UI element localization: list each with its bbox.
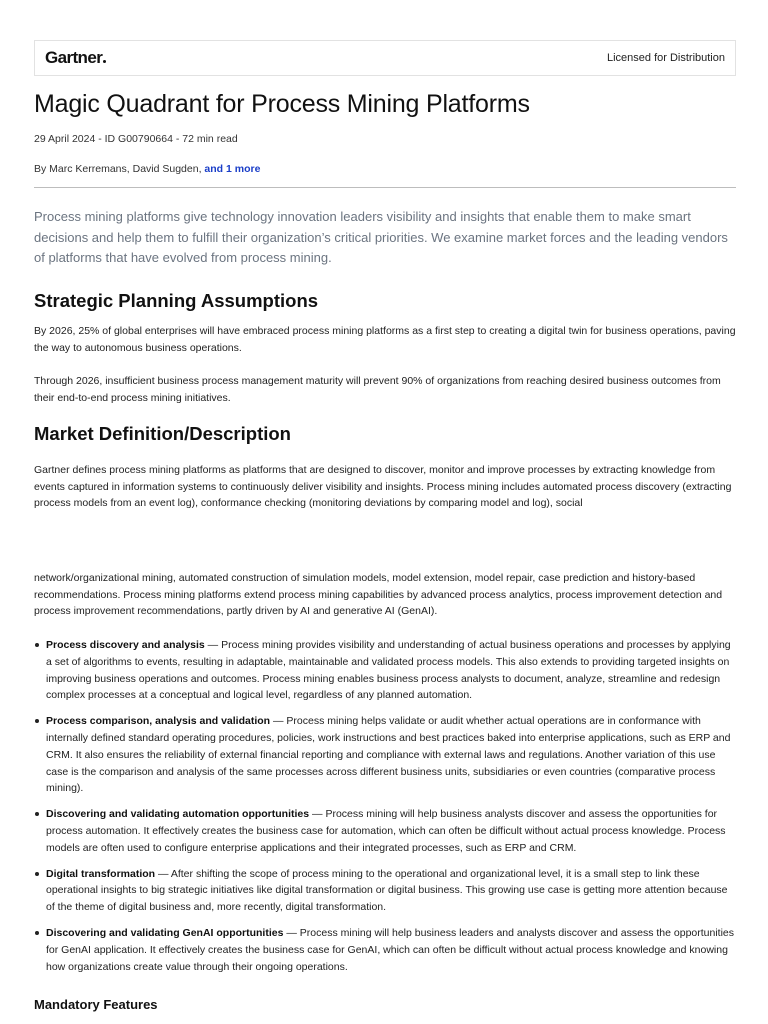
list-item bbox=[34, 713, 736, 797]
header-bar bbox=[34, 40, 736, 76]
heading-market-definition: Market Definition/Description bbox=[34, 423, 291, 444]
more-authors-link[interactable]: and 1 more bbox=[204, 163, 261, 175]
list-item-term: Discovering and validating automation opportunities bbox=[46, 808, 310, 821]
list-item-text: — Process mining helps validate or audit whether actual operations are in conformance with internally defined standard operating procedures, policies, work instructions and best practices baked into enterprise applications, such as ERP and CRM. It also ensures the reliability of external financial reporting and compliance with external laws and regulations. Another variation of this use case is the comparison and analysis of the same processes across different business units, subsidiaries or even countries (comparative process mining). bbox=[46, 715, 731, 795]
list-item-term: Process comparison, analysis and validation bbox=[46, 715, 271, 728]
authors-list: By Marc Kerremans, David Sugden, bbox=[34, 163, 202, 175]
heading-mandatory-features: Mandatory Features bbox=[34, 997, 158, 1012]
heading-strategic-planning: Strategic Planning Assumptions bbox=[34, 290, 319, 311]
license-label: Licensed for Distribution bbox=[606, 52, 725, 64]
paragraph-market-2: network/organizational mining, automated construction of simulation models, model extension, model repair, case prediction and history-based recommendations. Process mining platforms extend process mining capabilities by advanced process analytics, process improvement detection and process improvement recommendations, partly driven by AI and generative AI (GenAI). bbox=[34, 572, 723, 617]
article-summary: Process mining platforms give technology innovation leaders visibility and insights that enable them to make smart decisions and help them to fulfill their organization’s critical priorities. We examine market forces and the leading vendors of platforms that have evolved from process mining. bbox=[34, 209, 728, 265]
list-item-text: — Process mining provides visibility and understanding of actual business operations and processes by applying a set of algorithms to events, resulting in adaptable, maintainable and validated process models. This also extends to providing targeted insights on improving business operations and outcomes. Process mining enables business process analysts to document, analyze, streamline and redesign complex processes at a conceptual and logical level, regardless of any planned automation. bbox=[46, 639, 731, 702]
list-item bbox=[34, 637, 736, 704]
list-item-term: Process discovery and analysis bbox=[46, 639, 205, 651]
logo-dot-icon bbox=[103, 60, 106, 63]
paragraph-strategic-1: By 2026, 25% of global enterprises will have embraced process mining platforms as a first step to creating a digital twin for business operations, paving the way to autonomous business operations. bbox=[34, 325, 736, 354]
list-item-text: — Process mining will help business analysts discover and assess the opportunities for process automation. It effectively creates the business case for automation, which can often be difficult without actual process knowledge. Process models are often used to configure enterprise applications and their integrated processes, such as ERP and CRM. bbox=[46, 808, 726, 854]
use-case-list bbox=[34, 637, 736, 984]
article-meta: 29 April 2024 - ID G00790664 - 72 min read bbox=[34, 133, 238, 145]
list-item-term: Digital transformation bbox=[46, 867, 156, 880]
paragraph-strategic-2: Through 2026, insufficient business process management maturity will prevent 90% of organizations from reaching desired business outcomes from their end-to-end process mining initiatives. bbox=[34, 375, 721, 404]
divider bbox=[34, 187, 736, 188]
list-item-term: Discovering and validating GenAI opportunities bbox=[46, 926, 284, 939]
page-title: Magic Quadrant for Process Mining Platforms bbox=[34, 90, 530, 118]
paragraph-market-1: Gartner defines process mining platforms as platforms that are designed to discover, monitor and improve processes by extracting knowledge from events captured in information systems to continuously deliver visibility and insights. Process mining includes automated process discovery (extracting process models from an event log), conformance checking (monitoring deviations by comparing model and log), social bbox=[34, 464, 732, 509]
article-authors bbox=[34, 163, 260, 175]
list-item bbox=[34, 866, 736, 916]
list-item bbox=[34, 925, 736, 975]
gartner-logo[interactable] bbox=[45, 48, 106, 68]
logo-text: Gartner bbox=[45, 48, 103, 67]
list-item-text: — Process mining will help business leaders and analysts discover and assess the opportunities for GenAI application. It effectively creates the business case for GenAI, which can often be difficult without actual process knowledge and knowing how organizations create value through their ongoing operations. bbox=[46, 926, 735, 973]
list-item-text: — After shifting the scope of process mining to the operational and organizational level, it is a small step to link these operational insights to big strategic initiatives like digital transformation or digital business. This growing use case is getting more attention because of the theme of digital business and, more recently, digital transformation. bbox=[46, 867, 728, 914]
list-item bbox=[34, 806, 736, 856]
